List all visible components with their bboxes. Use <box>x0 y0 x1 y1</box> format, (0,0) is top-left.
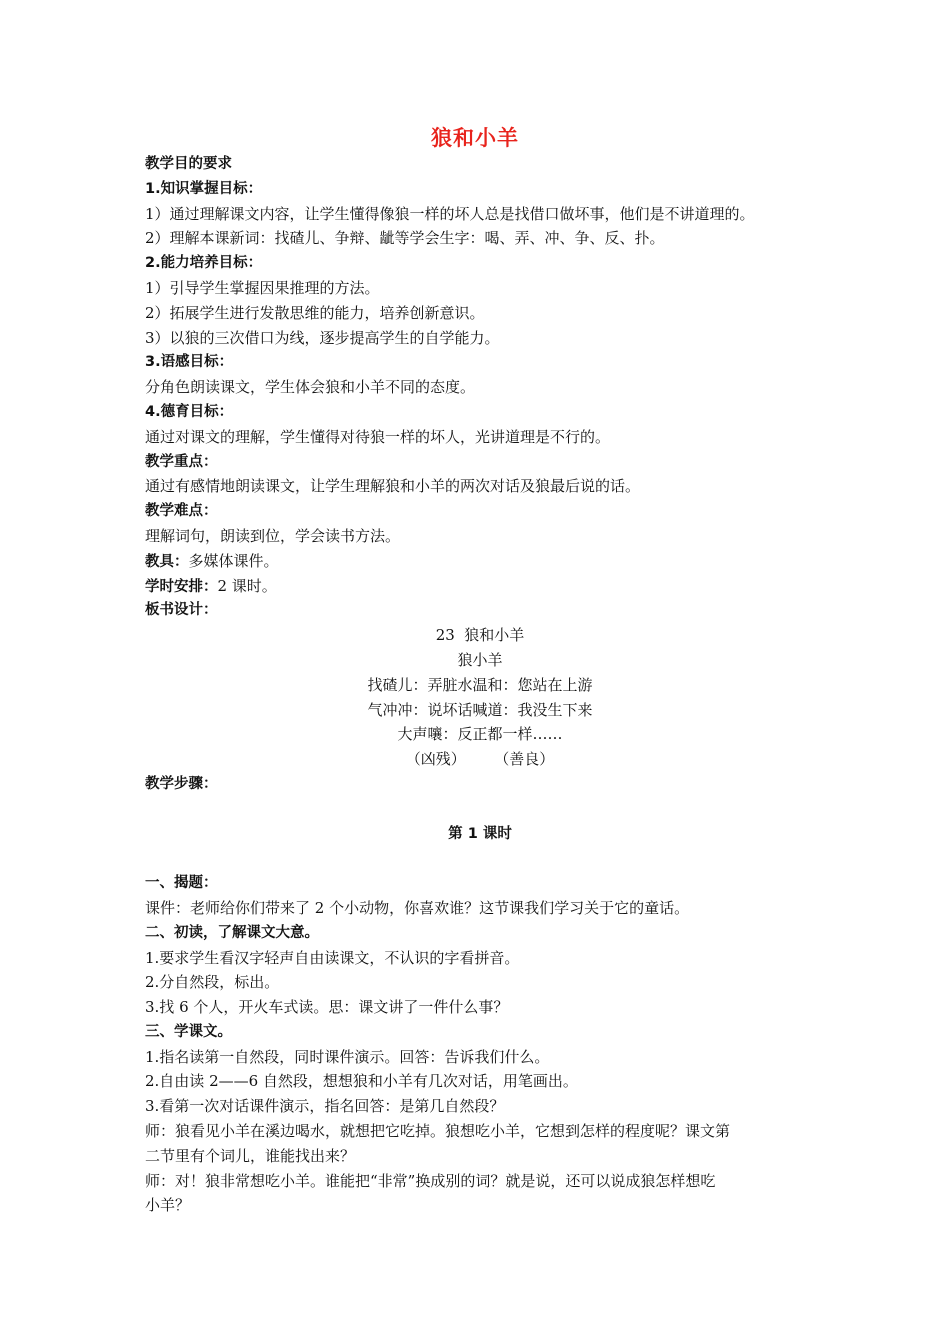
board-heading: 板书设计： <box>145 602 218 619</box>
difficulties-heading: 教学难点： <box>145 503 218 520</box>
part3-paragraph-line: 小羊？ <box>145 1196 191 1215</box>
part2-heading: 二、初读，了解课文大意。 <box>145 924 319 941</box>
part3-paragraph-line: 师：对！狼非常想吃小羊。谁能把“非常”换成别的词？就是说，还可以说成狼怎样想吃 <box>145 1171 716 1190</box>
board-line: 23 狼和小羊 <box>435 626 525 645</box>
tools-label: 教具： <box>145 553 189 570</box>
part1-text: 课件：老师给你们带来了 2 个小动物，你喜欢谁？这节课我们学习关于它的童话。 <box>145 898 690 917</box>
part3-item: 1.指名读第一自然段，同时课件演示。回答：告诉我们什么。 <box>145 1047 550 1066</box>
language-heading: 3.语感目标： <box>145 354 234 371</box>
moral-text: 通过对课文的理解，学生懂得对待狼一样的坏人，光讲道理是不行的。 <box>145 427 611 446</box>
part1-heading: 一、揭题： <box>145 875 218 892</box>
tools-value: 多媒体课件。 <box>188 551 279 570</box>
part3-paragraph-line: 二节里有个词儿，谁能找出来？ <box>145 1146 356 1165</box>
board-line: （凶残） （善良） <box>405 750 555 769</box>
objectives-heading: 教学目的要求 <box>145 156 232 172</box>
schedule-line <box>145 574 825 599</box>
moral-heading: 4.德育目标： <box>145 403 234 420</box>
steps-heading: 教学步骤： <box>145 775 218 792</box>
ability-heading: 2.能力培养目标： <box>145 255 263 272</box>
document-body <box>145 152 825 1218</box>
part3-item: 2.自由读 2——6 自然段，想想狼和小羊有几次对话，用笔画出。 <box>145 1072 578 1091</box>
ability-item: 2）拓展学生进行发散思维的能力，培养创新意识。 <box>145 303 485 322</box>
difficulties-text: 理解词句，朗读到位，学会读书方法。 <box>145 526 401 545</box>
lesson-heading: 第 1 课时 <box>448 825 512 842</box>
knowledge-item: 1）通过理解课文内容，让学生懂得像狼一样的坏人总是找借口做坏事，他们是不讲道理的。 <box>145 204 755 223</box>
part2-item: 1.要求学生看汉字轻声自由读课文，不认识的字看拼音。 <box>145 948 520 967</box>
knowledge-heading: 1.知识掌握目标： <box>145 180 263 197</box>
board-line: 气冲冲：说坏话喊道：我没生下来 <box>367 700 593 719</box>
document-title: 狼和小羊 <box>431 126 519 150</box>
part3-paragraph-line: 师：狼看见小羊在溪边喝水，就想把它吃掉。狼想吃小羊，它想到怎样的程度呢？课文第 <box>145 1122 731 1141</box>
tools-line <box>145 549 825 574</box>
board-line: 大声嚷：反正都一样…… <box>397 725 563 744</box>
part3-item: 3.看第一次对话课件演示，指名回答：是第几自然段？ <box>145 1097 505 1116</box>
part2-item: 2.分自然段，标出。 <box>145 973 280 992</box>
board-line: 狼小羊 <box>457 650 503 669</box>
part2-item: 3.找 6 个人，开火车式读。思：课文讲了一件什么事？ <box>145 998 509 1017</box>
key-points-text: 通过有感情地朗读课文，让学生理解狼和小羊的两次对话及狼最后说的话。 <box>145 477 641 496</box>
board-line: 找碴儿：弄脏水温和：您站在上游 <box>367 675 593 694</box>
knowledge-item: 2）理解本课新词：找碴儿、争辩、龇等学会生字：喝、弄、冲、争、反、扑。 <box>145 229 665 248</box>
language-text: 分角色朗读课文，学生体会狼和小羊不同的态度。 <box>145 378 476 397</box>
part3-heading: 三、学课文。 <box>145 1023 232 1040</box>
ability-item: 3）以狼的三次借口为线，逐步提高学生的自学能力。 <box>145 328 500 347</box>
schedule-label: 学时安排： <box>145 578 218 595</box>
schedule-value: 2 课时。 <box>217 576 277 595</box>
ability-item: 1）引导学生掌握因果推理的方法。 <box>145 278 380 297</box>
key-points-heading: 教学重点： <box>145 453 218 470</box>
